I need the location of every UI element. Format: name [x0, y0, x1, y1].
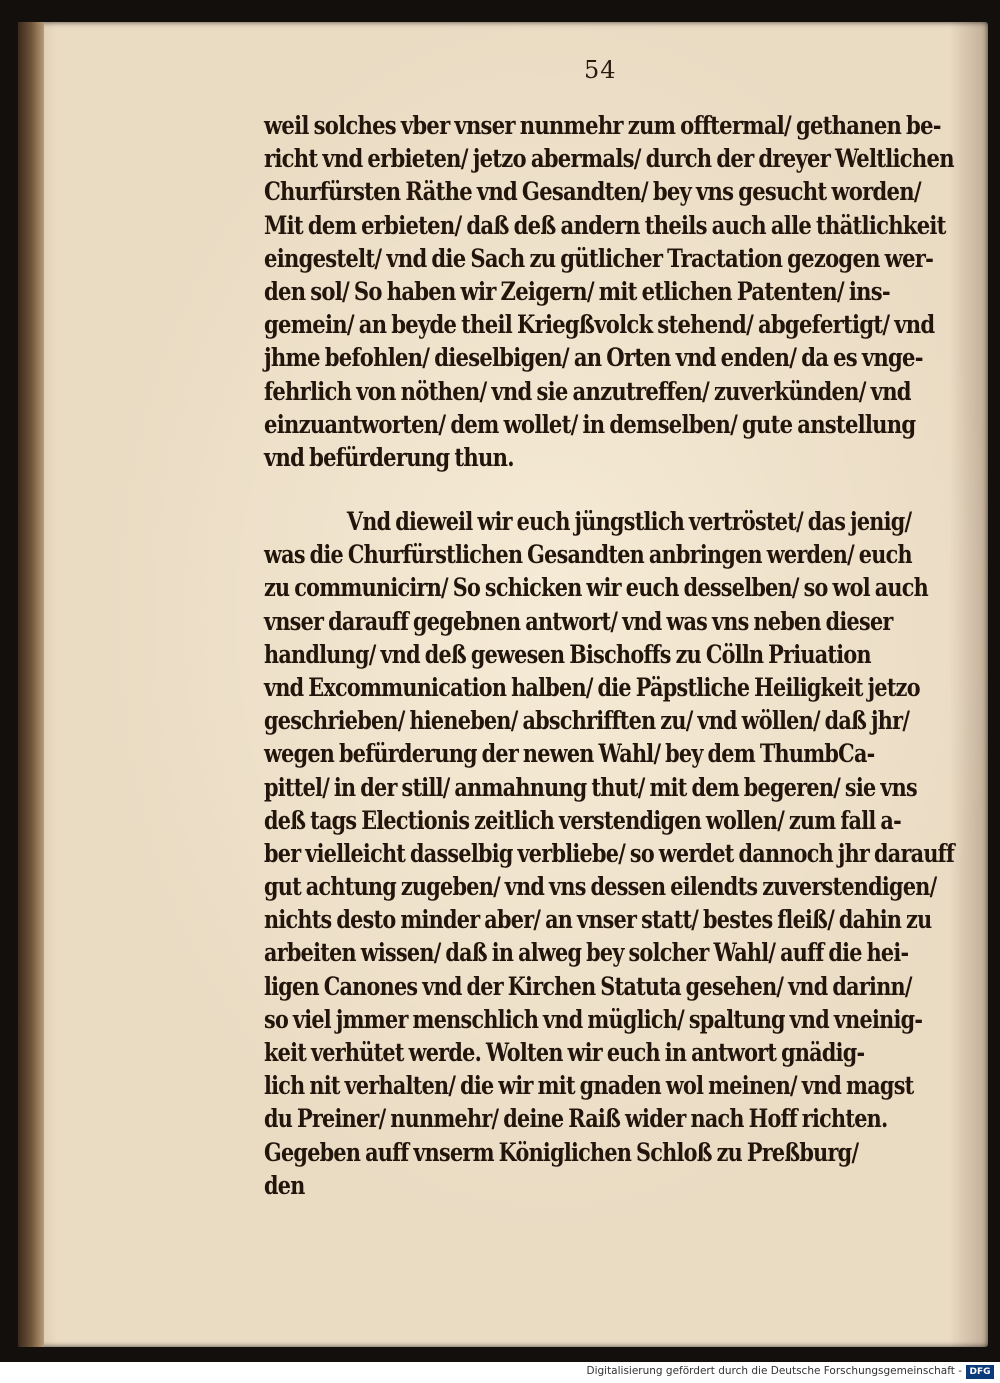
text-line: Gegeben auff vnserm Königlichen Schloß zu Preßburg/ [264, 1137, 859, 1168]
text-line: gut achtung zugeben/ vnd vns dessen eilendts zuverstendigen/ [264, 872, 937, 903]
text-line: geschrieben/ hieneben/ abschrifften zu/ vnd wöllen/ daß jhr/ [264, 706, 910, 737]
page-number: 54 [584, 56, 617, 84]
paragraph-2 [264, 506, 1000, 1203]
text-line: vnd Excommunication halben/ die Päpstliche Heiligkeit jetzo [264, 672, 920, 703]
text-line: so viel jmmer menschlich vnd müglich/ spaltung vnd vneinig- [264, 1004, 923, 1035]
text-line: weil solches vber vnser nunmehr zum offtermal/ gethanen be- [264, 111, 941, 141]
text-line: den [264, 1170, 305, 1201]
text-line: den sol/ So haben wir Zeigern/ mit etlichen Patenten/ ins- [264, 276, 890, 307]
text-line: nichts desto minder aber/ an vnser statt/ bestes fleiß/ dahin zu [264, 905, 932, 936]
text-line: jhme befohlen/ dieselbigen/ an Orten vnd enden/ da es vnge- [264, 343, 923, 374]
text-line: zu communicirn/ So schicken wir euch desselben/ so wol auch [264, 573, 928, 604]
text-line: vnser darauff gegebnen antwort/ vnd was vns neben dieser [264, 606, 893, 637]
text-line: fehrlich von nöthen/ vnd sie anzutreffen/ zuverkünden/ vnd [264, 376, 911, 407]
text-line: deß tags Electionis zeitlich verstendigen wollen/ zum fall a- [264, 805, 901, 836]
text-line: was die Churfürstlichen Gesandten anbringen werden/ euch [264, 540, 912, 571]
text-line: eingestelt/ vnd die Sach zu gütlicher Tractation gezogen wer- [264, 243, 934, 274]
text-line: handlung/ vnd deß gewesen Bischoffs zu Cölln Priuation [264, 639, 871, 670]
text-line: ligen Canones vnd der Kirchen Statuta gesehen/ vnd darinn/ [264, 971, 912, 1002]
text-line: ber vielleicht dasselbig verbliebe/ so werdet dannoch jhr darauff [264, 838, 955, 869]
footer-credit: Digitalisierung gefördert durch die Deutsche Forschungsgemeinschaft - [586, 1365, 962, 1377]
text-line: du Preiner/ nunmehr/ deine Raiß wider nach Hoff richten. [264, 1104, 888, 1135]
text-line: arbeiten wissen/ daß in alweg bey solcher Wahl/ auff die hei- [264, 938, 909, 969]
text-line: vnd befürderung thun. [264, 442, 514, 473]
paragraph-1 [264, 110, 1000, 475]
text-line: keit verhütet werde. Wolten wir euch in antwort gnädig- [264, 1038, 865, 1068]
text-line: Vnd dieweil wir euch jüngstlich vertröstet/ das jenig/ [346, 507, 912, 537]
text-line: lich nit verhalten/ die wir mit gnaden wol meinen/ vnd magst [264, 1071, 914, 1102]
text-line: pittel/ in der still/ anmahnung thut/ mit dem begeren/ sie vns [264, 772, 917, 803]
dfg-logo: DFG [966, 1365, 994, 1379]
text-line: Mit dem erbieten/ daß deß andern theils auch alle thätlichkeit [264, 210, 946, 241]
footer-bar [0, 1362, 1000, 1383]
text-line: gemein/ an beyde theil Kriegßvolck stehend/ abgefertigt/ vnd [264, 310, 935, 341]
book-spine-shadow [18, 22, 44, 1347]
text-line: Churfürsten Räthe vnd Gesandten/ bey vns gesucht worden/ [264, 177, 921, 208]
text-line: richt vnd erbieten/ jetzo abermals/ durch der dreyer Weltlichen [264, 144, 954, 175]
text-line: wegen befürderung der newen Wahl/ bey dem ThumbCa- [264, 739, 875, 770]
text-line: einzuantworten/ dem wollet/ in demselben/ gute anstellung [264, 409, 916, 440]
